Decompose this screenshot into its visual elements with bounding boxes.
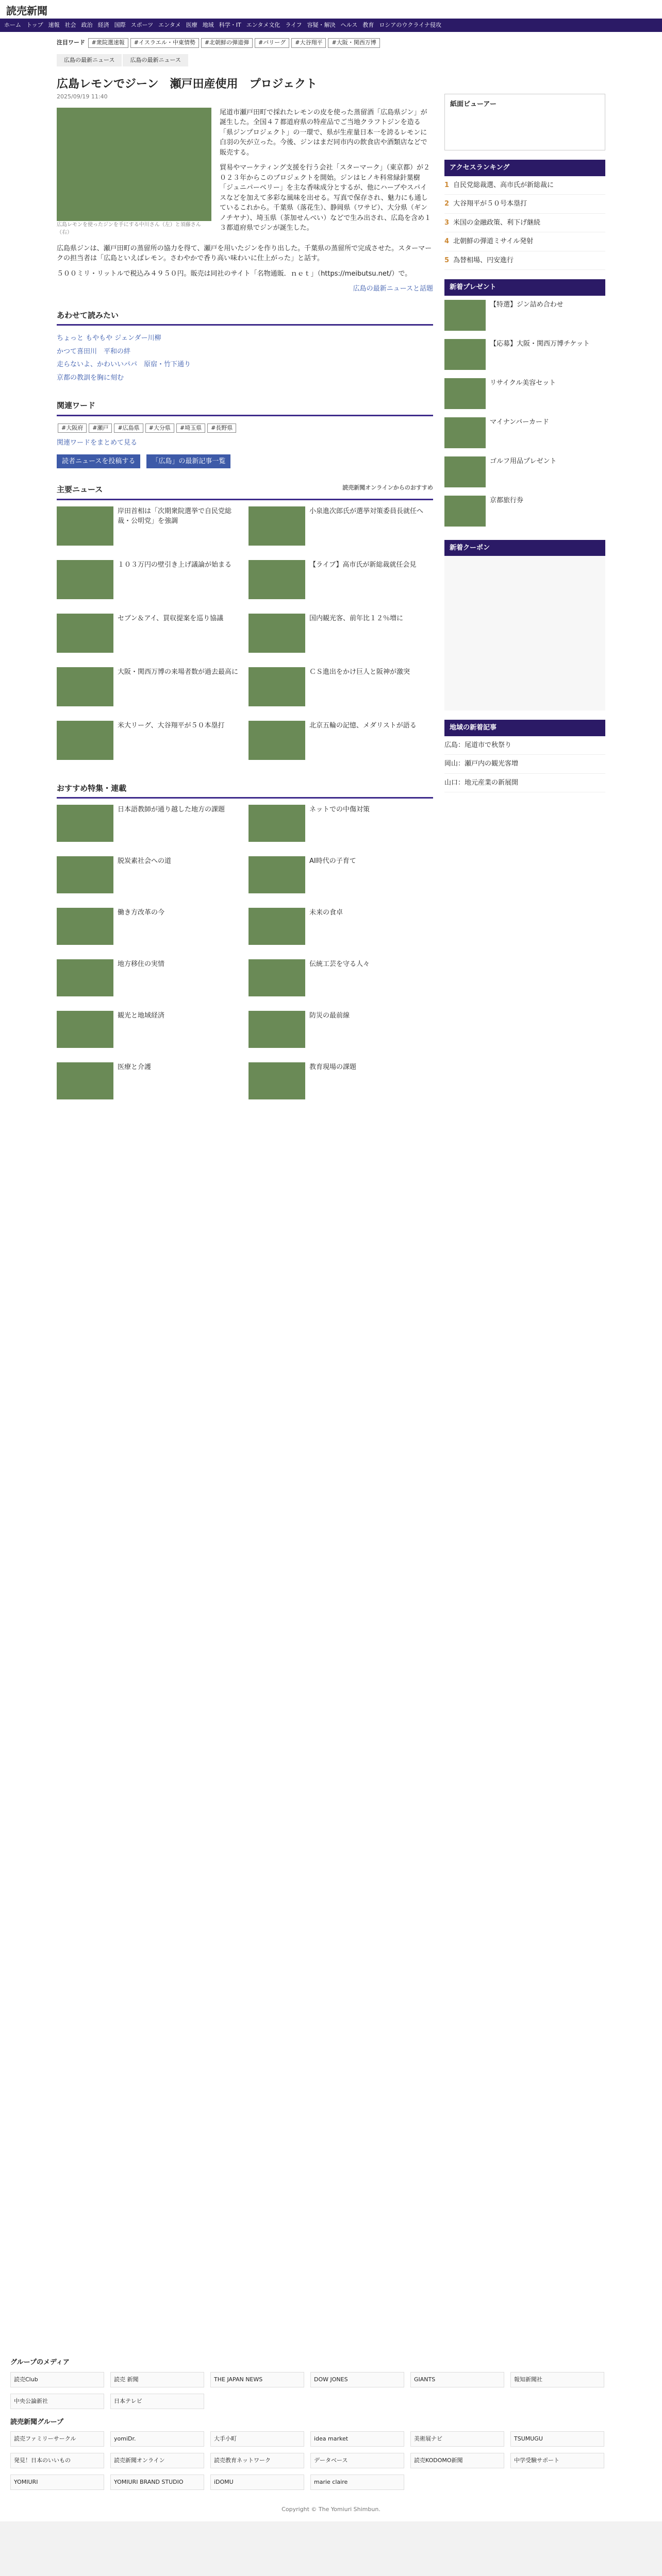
special-item[interactable] (249, 1062, 433, 1107)
news-thumb (249, 721, 305, 760)
coupon-heading: 新着クーポン (444, 540, 605, 556)
ranking-item[interactable] (444, 251, 605, 270)
article-photo[interactable] (57, 108, 211, 221)
news-headline: 北京五輪の記憶、メダリストが語る (309, 721, 417, 730)
present-thumb (444, 496, 486, 527)
rank-number: 3 (444, 218, 450, 227)
special-thumb (249, 908, 305, 945)
news-headline: 小泉進次郎氏が選挙対策委員長就任へ (309, 507, 424, 515)
keyword-chip[interactable]: #埼玉県 (176, 423, 205, 433)
present-thumb (444, 378, 486, 409)
partner-logo[interactable]: 大手小町 (210, 2431, 304, 2447)
nav-item[interactable]: エンタメ文化 (246, 21, 280, 28)
special-thumb (57, 1062, 113, 1099)
keyword-chip[interactable]: #広島県 (114, 423, 143, 433)
news-headline: 国内観光客、前年比１２％増に (309, 614, 404, 622)
news-item[interactable] (249, 667, 433, 714)
news-thumb (57, 721, 113, 760)
tag-chip[interactable]: #パリーグ (255, 38, 289, 48)
article-date: 2025/09/19 11:40 (57, 93, 108, 100)
keyword-chip[interactable]: #大阪府 (58, 423, 87, 433)
news-item[interactable] (57, 667, 241, 714)
nav-item[interactable]: 教育 (362, 21, 374, 28)
special-item[interactable] (249, 805, 433, 849)
partner-logo[interactable]: 美術展ナビ (410, 2431, 504, 2447)
site-logo[interactable]: 読売新聞 (0, 0, 662, 19)
nav-item[interactable]: 社会 (64, 21, 76, 28)
special-item[interactable] (57, 856, 241, 901)
present-title: マイナンバーカード (490, 418, 549, 426)
present-heading: 新着プレゼント (444, 279, 605, 296)
nav-item[interactable]: 医療 (186, 21, 197, 28)
present-title: リサイクル美容セット (490, 379, 556, 387)
nav-item[interactable]: 地域 (202, 21, 214, 28)
breadcrumb-item[interactable]: 広島の最新ニュース (123, 54, 188, 67)
keyword-heading: 関連ワード (57, 397, 433, 416)
special-thumb (249, 959, 305, 996)
ranking-title: 北朝鮮の弾道ミサイル発射 (453, 238, 534, 245)
news-heading (57, 481, 433, 500)
partner-logo[interactable]: 読売教育ネットワーク (210, 2453, 304, 2468)
news-thumb (249, 614, 305, 653)
partner-logo[interactable]: データベース (310, 2453, 404, 2468)
nav-item[interactable]: エンタメ (158, 21, 181, 28)
partner-logo[interactable]: YOMIURI (10, 2475, 104, 2490)
present-thumb (444, 456, 486, 487)
news-thumb (57, 614, 113, 653)
news-headline: 大阪・関西万博の来場者数が過去最高に (118, 668, 239, 676)
special-headline: 地方移住の実情 (118, 960, 165, 968)
news-item[interactable] (249, 560, 433, 606)
partners-heading: 読売新聞グループ (10, 2418, 63, 2426)
nav-item[interactable]: 容疑・解決 (307, 21, 336, 28)
main-column (57, 32, 433, 2350)
submit-button[interactable]: 読者ニュースを投稿する (57, 454, 140, 469)
news-headline: セブン＆アイ、買収提案を巡り協議 (118, 614, 224, 622)
nav-item[interactable]: 政治 (81, 21, 93, 28)
partner-logo[interactable]: 読売ファミリーサークル (10, 2431, 104, 2447)
partner-logo[interactable]: TSUMUGU (510, 2431, 604, 2447)
keyword-chip[interactable]: #長野県 (207, 423, 236, 433)
news-thumb (57, 560, 113, 599)
media-logo[interactable]: 読売 新聞 (110, 2372, 204, 2387)
present-title: 京都旅行券 (490, 496, 524, 504)
special-headline: 教育現場の課題 (309, 1063, 357, 1071)
copyright: Copyright © The Yomiuri Shimbun. (282, 2506, 380, 2513)
special-headline: 日本語教師が通り越した地方の課題 (118, 806, 225, 814)
media-logo[interactable]: 中央公論新社 (10, 2394, 104, 2409)
nav-item[interactable]: トップ (26, 21, 43, 28)
media-heading: グループのメディア (10, 2359, 70, 2366)
ranking-title: 自民党総裁選、高市氏が新総裁に (453, 181, 554, 189)
special-thumb (249, 805, 305, 842)
article-paragraph: 広島県ジンは、瀬戸田町の蒸留所の協力を得て、瀬戸を用いたジンを作り出した。千葉県の蒸留所で完成させた。スターマークの担当者は「広島といえばレモン。さわやかで香り高い味わいに仕上がった」と話す。 (57, 244, 432, 262)
special-thumb (57, 908, 113, 945)
nav-item[interactable]: 経済 (97, 21, 109, 28)
ranking-item[interactable] (444, 214, 605, 233)
special-thumb (57, 959, 113, 996)
present-title: 【応募】大阪・関西万博チケット (490, 340, 590, 348)
tag-chip[interactable]: #衆院選速報 (88, 38, 128, 48)
breadcrumb-item[interactable]: 広島の最新ニュース (57, 54, 122, 67)
news-headline: ＣＳ進出をかけ巨人と阪神が激突 (309, 668, 410, 676)
special-item[interactable] (57, 1011, 241, 1055)
present-item[interactable] (444, 492, 605, 531)
related-link[interactable]: ちょっと もやもや ジェンダー川柳 (57, 334, 161, 342)
tag-chip[interactable]: #大阪・関西万博 (328, 38, 379, 48)
special-item[interactable] (249, 908, 433, 952)
special-item[interactable] (57, 805, 241, 849)
rank-number: 1 (444, 181, 450, 189)
content-frame (0, 32, 662, 2350)
news-headline: 【ライブ】高市氏が新総裁就任会見 (309, 561, 417, 569)
partner-logo[interactable]: 発見！日本のいいもの (10, 2453, 104, 2468)
special-item[interactable] (57, 908, 241, 952)
ranking-title: 大谷翔平が５０号本塁打 (453, 200, 527, 208)
news-item[interactable] (57, 721, 241, 767)
special-item[interactable] (57, 959, 241, 1004)
global-nav (0, 19, 662, 32)
present-item[interactable] (444, 335, 605, 374)
more-link[interactable]: 広島の最新ニュースと話題 (353, 285, 433, 293)
special-thumb (57, 805, 113, 842)
present-item[interactable] (444, 296, 605, 335)
rank-number: 5 (444, 256, 450, 264)
tag-chip[interactable]: #大谷翔平 (291, 38, 326, 48)
news-thumb (57, 667, 113, 706)
media-logo[interactable]: 読売Club (10, 2372, 104, 2387)
article-title: 広島レモンでジーン 瀬戸田産使用 プロジェクト (57, 78, 318, 91)
special-item[interactable] (57, 1062, 241, 1107)
special-heading: おすすめ特集・連載 (57, 779, 433, 799)
tag-chip[interactable]: #イスラエル・中東情勢 (130, 38, 199, 48)
special-thumb (249, 856, 305, 893)
present-item[interactable] (444, 452, 605, 492)
article-paragraph: ５００ミリ・リットルで税込み４９５０円。販売は同社のサイト「名物通販．ｎｅｔ」（https://meibutsu.net/）で。 (57, 269, 412, 278)
partner-logo[interactable]: idea market (310, 2431, 404, 2447)
special-item[interactable] (249, 856, 433, 901)
special-headline: AI時代の子育て (309, 857, 356, 865)
rank-number: 4 (444, 238, 450, 245)
media-logo[interactable]: DOW JONES (310, 2372, 404, 2387)
nav-item[interactable]: ロシアのウクライナ侵攻 (379, 21, 442, 28)
special-headline: ネットでの中傷対策 (309, 806, 370, 814)
ranking-title: 為替相場、円安進行 (453, 256, 514, 264)
photo-caption: 広島レモンを使ったジンを手にする中川さん（左）と須藤さん（右） (57, 222, 201, 235)
nav-item[interactable]: ライフ (285, 21, 302, 28)
present-thumb (444, 417, 486, 448)
present-item[interactable] (444, 413, 605, 452)
news-thumb (249, 506, 305, 546)
special-thumb (57, 856, 113, 893)
news-headline: 米大リーグ、大谷翔平が５０本塁打 (118, 721, 225, 730)
news-sub: 読売新聞オンラインからのおすすめ (342, 484, 433, 491)
ranking-item[interactable] (444, 232, 605, 251)
media-logo[interactable]: THE JAPAN NEWS (210, 2372, 304, 2387)
region-heading: 地域の新着記事 (444, 720, 605, 736)
partner-logo[interactable]: 中学受験サポート (510, 2453, 604, 2468)
present-thumb (444, 339, 486, 370)
special-headline: 働き方改革の今 (118, 909, 165, 917)
media-logo[interactable]: 日本テレビ (110, 2394, 204, 2409)
news-headline: １０３万円の壁引き上げ議論が始まる (118, 561, 232, 569)
news-item[interactable] (249, 614, 433, 660)
related-link[interactable]: 京都の教訓を胸に刻む (57, 374, 124, 382)
present-title: ゴルフ用品プレゼント (490, 457, 557, 465)
news-title: 主要ニュース (57, 485, 103, 494)
ranking-item[interactable] (444, 195, 605, 214)
news-thumb (57, 506, 113, 546)
nav-item[interactable]: ヘルス (340, 21, 358, 28)
region-item[interactable]: 広島：尾道市で秋祭り (444, 736, 605, 755)
viewer-promo-label: 紙面ビューアー (450, 100, 496, 108)
viewer-promo[interactable] (444, 94, 605, 150)
special-headline: 防災の最前線 (309, 1012, 350, 1020)
partner-logo[interactable]: YOMIURI BRAND STUDIO (110, 2475, 204, 2490)
media-logo[interactable]: 報知新聞社 (510, 2372, 604, 2387)
news-item[interactable] (57, 506, 241, 553)
nav-item[interactable]: ホーム (4, 21, 21, 28)
article-paragraph: 尾道市瀬戸田町で採れたレモンの皮を使った蒸留酒「広島県ジン」が誕生した。全国４７都道府県の特産品でご当地クラフトジンを造る「県ジンプロジェクト」の一環で、県が生産量日本一を誇るレモンに白羽の矢が立った。今後、ジンはまだ同市内の飲食店や酒類店などで販売する。 (220, 108, 427, 157)
special-headline: 脱炭素社会への道 (118, 857, 172, 865)
special-headline: 医療と介護 (118, 1063, 152, 1071)
related-heading: あわせて読みたい (57, 307, 433, 326)
related-link[interactable]: かつて喜田川 平和の絆 (57, 347, 131, 355)
list-button[interactable]: 「広島」の最新記事一覧 (146, 454, 230, 469)
region-item[interactable]: 山口：地元産業の新展開 (444, 774, 605, 793)
article-paragraph: 貿易やマーケティング支援を行う会社「スターマーク」（東京都）が２０２３年からこのプロジェクトを開始。ジンはヒノキ科常緑針葉樹「ジュニパーベリー」を主な香味成分とするが、他にハーブやスパイスなどを加えて多彩な風味を出せる。写真で保存され、魅力にも通しているこれから。千葉県（落花生）、静岡県（ワサビ）、大分県（ギンノチヤナ）、埼玉県（茶加せんべい）などで生み出され、広島を含め１３都道府県でジンが誕生した。 (220, 164, 432, 232)
region-item[interactable]: 岡山：瀬戸内の観光客増 (444, 755, 605, 774)
news-item[interactable] (249, 506, 433, 553)
tag-label: 注目ワード (57, 39, 85, 46)
keyword-chip[interactable]: #大分県 (145, 423, 174, 433)
nav-item[interactable]: 科学・IT (219, 21, 241, 28)
special-headline: 伝統工芸を守る人々 (309, 960, 370, 968)
news-item[interactable] (57, 560, 241, 606)
present-title: 【特選】ジン詰め合わせ (490, 300, 564, 309)
news-item[interactable] (249, 721, 433, 767)
ranking-item[interactable] (444, 176, 605, 195)
present-item[interactable] (444, 374, 605, 413)
rank-number: 2 (444, 200, 450, 208)
special-thumb (249, 1011, 305, 1048)
ranking-heading: アクセスランキング (444, 160, 605, 176)
article-body (57, 108, 433, 239)
special-headline: 観光と地域経済 (118, 1012, 165, 1020)
tag-chip[interactable]: #北朝鮮の弾道弾 (201, 38, 253, 48)
partner-logo[interactable]: 読売新聞オンライン (110, 2453, 204, 2468)
news-item[interactable] (57, 614, 241, 660)
sidebar (444, 32, 605, 2350)
present-thumb (444, 300, 486, 331)
ranking-title: 米国の金融政策、利下げ継続 (453, 218, 541, 227)
nav-item[interactable]: 国際 (114, 21, 126, 28)
partner-logo[interactable]: iDOMU (210, 2475, 304, 2490)
nav-item[interactable]: スポーツ (130, 21, 154, 28)
breadcrumb (57, 54, 433, 67)
news-thumb (249, 667, 305, 706)
news-thumb (249, 560, 305, 599)
tag-bar (57, 37, 433, 49)
special-item[interactable] (249, 1011, 433, 1055)
footer-section (0, 2350, 662, 2521)
partner-logo[interactable]: marie claire (310, 2475, 404, 2490)
special-thumb (249, 1062, 305, 1099)
follow-link[interactable]: 関連ワードをまとめて見る (57, 439, 138, 447)
keyword-chip[interactable]: #瀬戸 (89, 423, 112, 433)
media-logo[interactable]: GIANTS (410, 2372, 504, 2387)
special-headline: 未来の食卓 (309, 909, 343, 917)
related-link[interactable]: 走らないよ、かわいいパパ 原宿・竹下通り (57, 361, 191, 368)
coupon-box[interactable] (444, 556, 605, 710)
partner-logo[interactable]: 読売KODOMO新聞 (410, 2453, 504, 2468)
special-item[interactable] (249, 959, 433, 1004)
partner-logo[interactable]: yomiDr. (110, 2431, 204, 2447)
nav-item[interactable]: 速報 (48, 21, 60, 28)
news-headline: 岸田首相は「次期衆院選挙で自民党総裁・公明党」を強調 (118, 507, 232, 525)
special-thumb (57, 1011, 113, 1048)
